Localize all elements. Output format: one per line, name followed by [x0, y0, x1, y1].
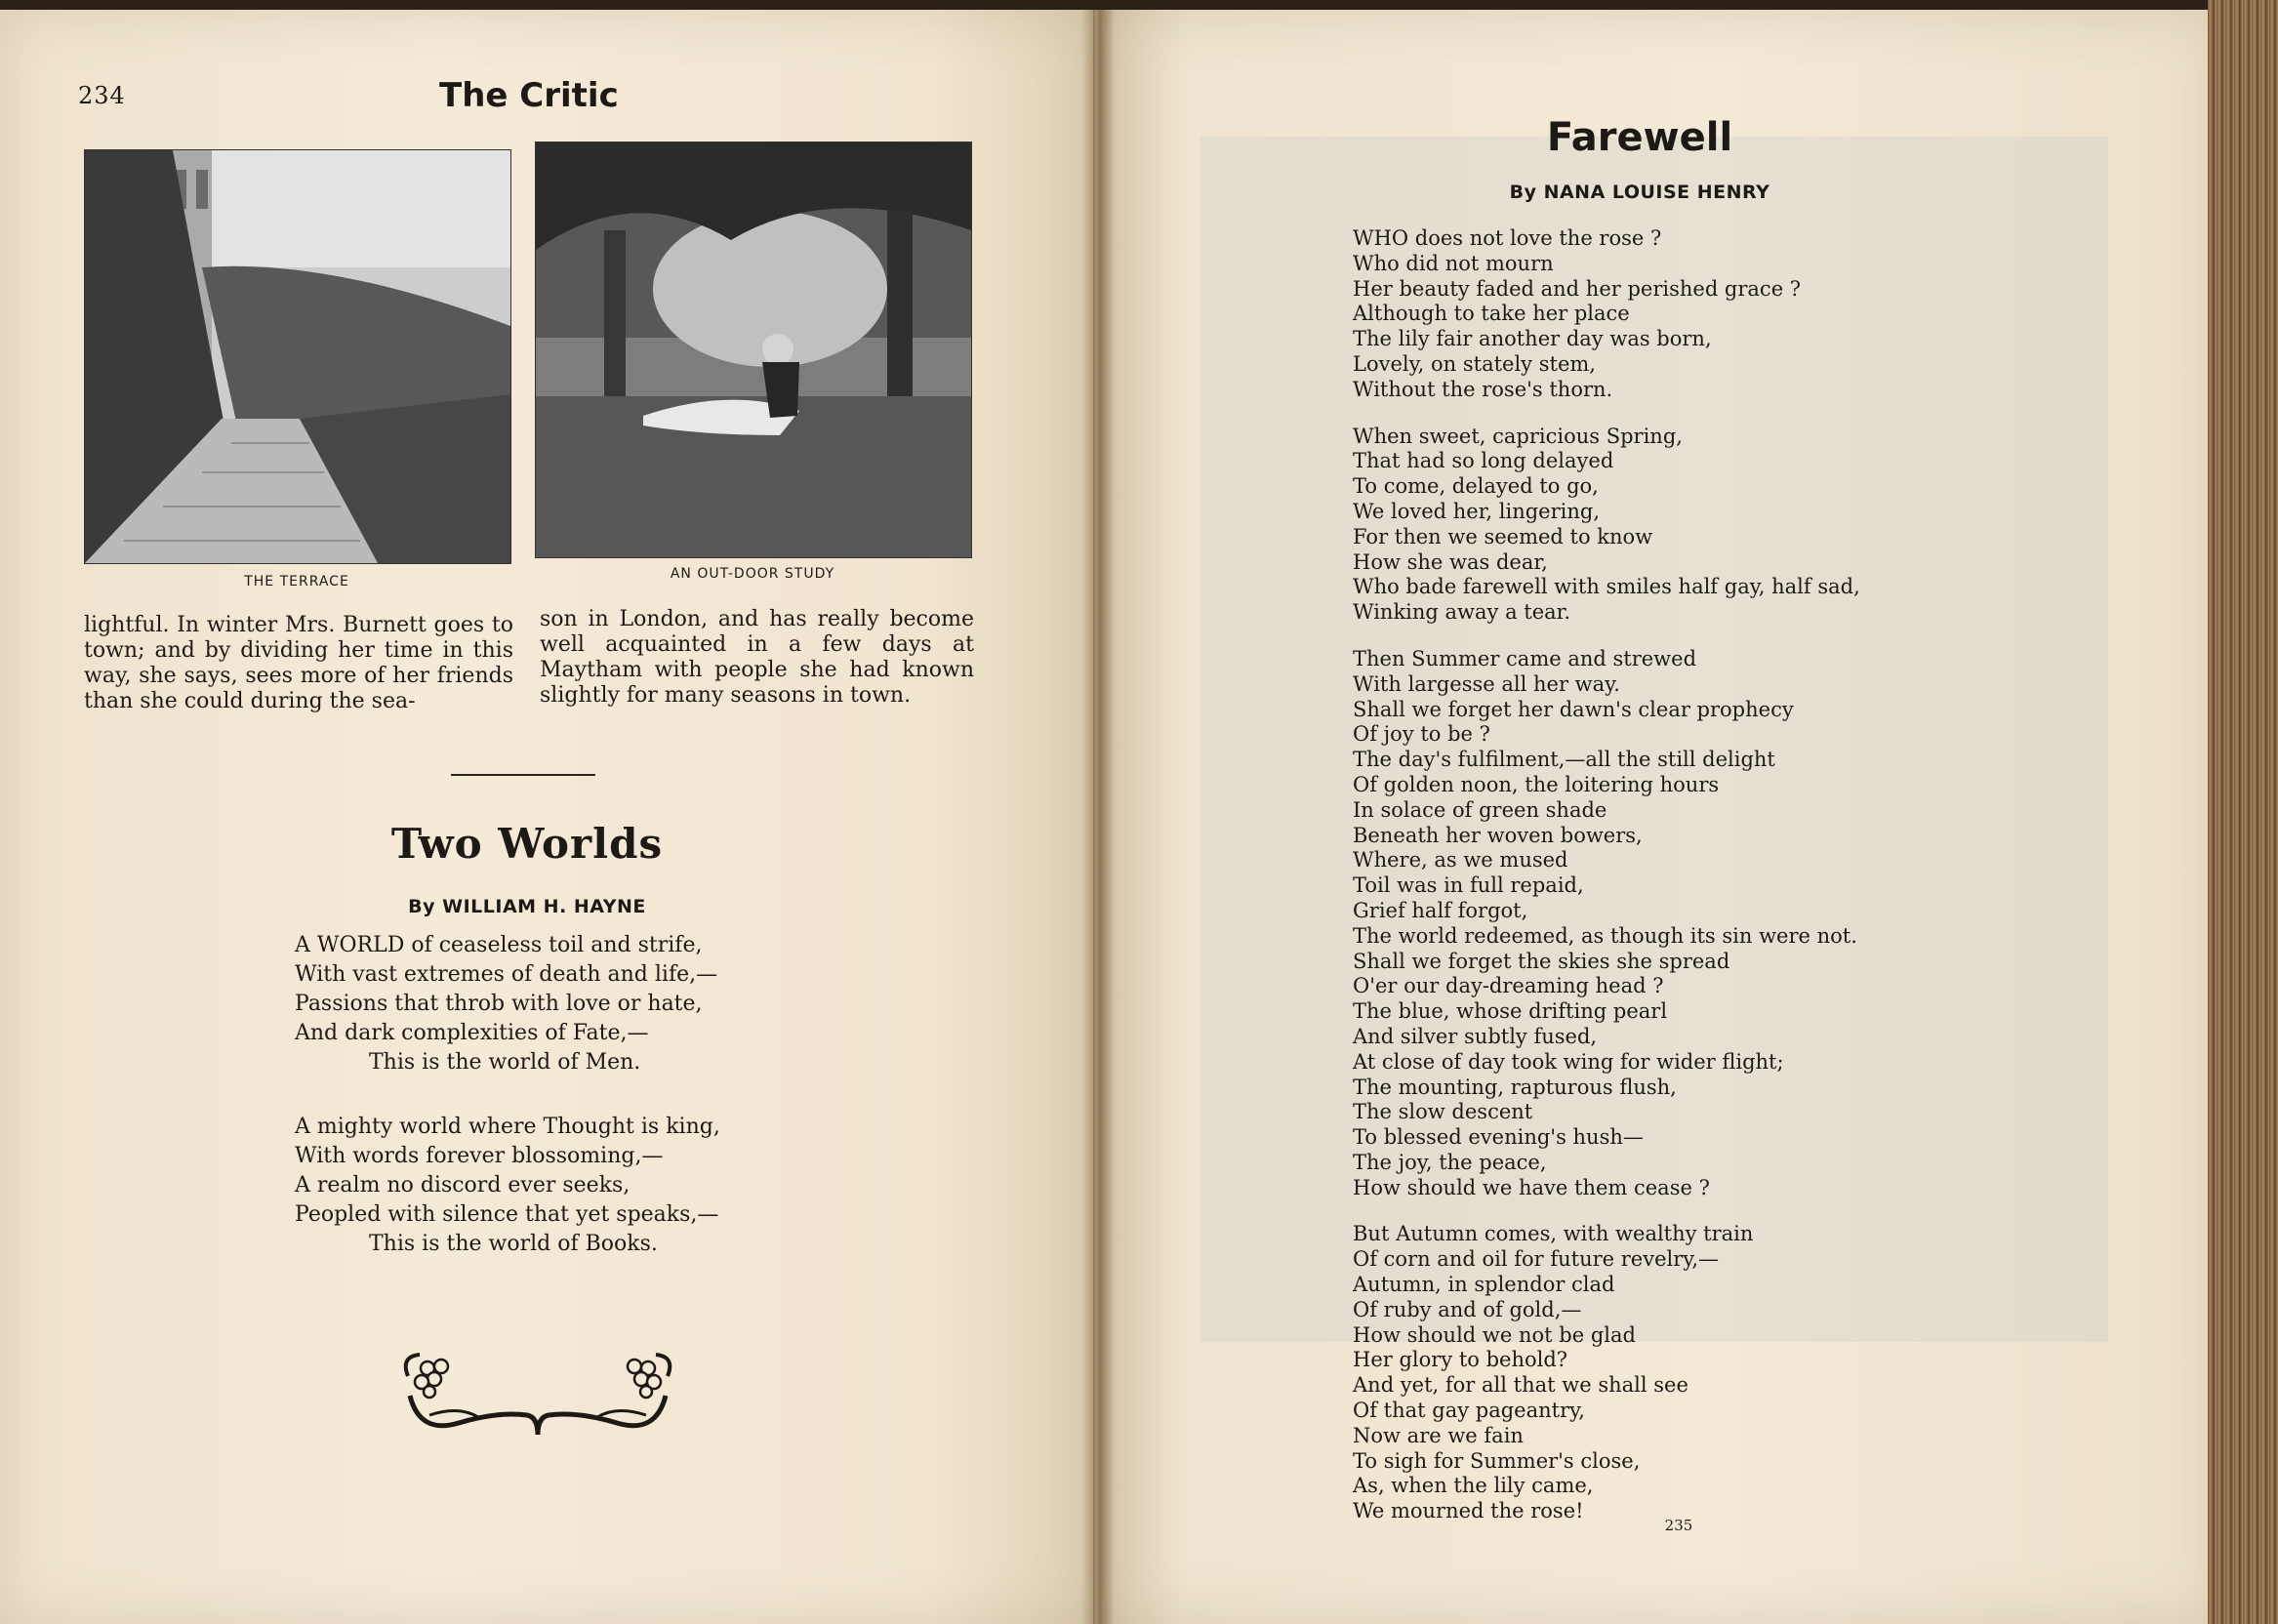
poem-line: Autumn, in splendor clad [1353, 1273, 1615, 1297]
poem-line: A realm no discord ever seeks, [295, 1173, 631, 1198]
poem-line: Now are we fain [1353, 1423, 1524, 1447]
poem-line: Although to take her place [1353, 302, 1630, 326]
poem-line: Where, as we mused [1353, 848, 1568, 873]
journal-title: The Critic [439, 76, 619, 115]
poem-line: With words forever blossoming,— [295, 1144, 664, 1168]
poem-line: We mourned the rose! [1353, 1499, 1584, 1523]
stanza-gap [1353, 403, 1860, 425]
poem-farewell [1353, 226, 1860, 1524]
poem-line: But Autumn comes, with wealthy train [1353, 1222, 1754, 1246]
stanza-gap [1353, 626, 1860, 647]
poem-line: How she was dear, [1353, 549, 1548, 574]
page-number-left: 234 [78, 82, 126, 109]
poem-line: To blessed evening's hush— [1353, 1125, 1644, 1150]
poem-line: And silver subtly fused, [1353, 1024, 1598, 1048]
terrace-caption: THE TERRACE [244, 574, 349, 589]
poem-line: The slow descent [1353, 1100, 1533, 1124]
byline-two-worlds: By WILLIAM H. HAYNE [408, 896, 646, 917]
poem-line: Who bade farewell with smiles half gay, half sad, [1353, 575, 1860, 599]
poem-title-farewell: Farewell [1546, 115, 1733, 160]
poem-line: And yet, for all that we shall see [1353, 1373, 1688, 1398]
poem-line: Of joy to be ? [1353, 722, 1490, 747]
poem-line: Beneath her woven bowers, [1353, 823, 1643, 847]
poem-line: The mounting, rapturous flush, [1353, 1075, 1677, 1099]
poem-line: Grief half forgot, [1353, 898, 1528, 922]
prose-column-2: son in London, and has really become well acquainted in a few days at Maytham with people she had known slightly for many seasons in town. [540, 607, 974, 708]
poem-line: WHO does not love the rose ? [1353, 226, 1662, 250]
poem-line: With largesse all her way. [1353, 671, 1620, 696]
poem-line: The lily fair another day was born, [1353, 327, 1712, 351]
poem-line: In solace of green shade [1353, 797, 1607, 822]
poem-line: Without the rose's thorn. [1353, 377, 1613, 401]
poem-line: The blue, whose drifting pearl [1353, 999, 1668, 1024]
poem-line: When sweet, capricious Spring, [1353, 424, 1683, 448]
poem-line: Of ruby and of gold,— [1353, 1297, 1582, 1321]
poem-line: Winking away a tear. [1353, 600, 1571, 625]
poem-line: Then Summer came and strewed [1353, 646, 1697, 670]
outdoor-study-photo [535, 142, 972, 558]
running-head [78, 76, 1015, 119]
section-divider [451, 774, 595, 776]
poem-line: As, when the lily came, [1353, 1474, 1594, 1498]
poem-line: That had so long delayed [1353, 449, 1614, 473]
book-gutter [1081, 10, 1115, 1624]
poem-line: And dark complexities of Fate,— [295, 1021, 649, 1045]
poem-line: A WORLD of ceaseless toil and strife, [295, 933, 703, 957]
poem-line: Of corn and oil for future revelry,— [1353, 1247, 1720, 1272]
poem-line: This is the world of Books. [369, 1232, 658, 1256]
poem-line: O'er our day-dreaming head ? [1353, 974, 1664, 998]
stanza-gap [295, 1077, 720, 1113]
prose-column-1: lightful. In winter Mrs. Burnett goes to town; and by dividing her time in this way, she says, sees more of her friends than she could during the sea- [84, 613, 513, 713]
poem-line: Peopled with silence that yet speaks,— [295, 1202, 719, 1227]
poem-line: Passions that throb with love or hate, [295, 992, 703, 1016]
poem-line: For then we seemed to know [1353, 524, 1653, 548]
poem-line: The joy, the peace, [1353, 1150, 1547, 1174]
poem-line: How should we have them cease ? [1353, 1175, 1710, 1199]
poem-title-two-worlds: Two Worlds [390, 820, 664, 868]
poem-line: At close of day took wing for wider flight; [1353, 1049, 1784, 1074]
page-number-right: 235 [1664, 1517, 1693, 1534]
poem-line: We loved her, lingering, [1353, 499, 1601, 523]
poem-line: Her glory to behold? [1353, 1348, 1568, 1372]
book-page-edges [2208, 0, 2278, 1624]
byline-farewell: By NANA LOUISE HENRY [1509, 182, 1770, 203]
poem-line: Lovely, on stately stem, [1353, 351, 1596, 376]
poem-line: Her beauty faded and her perished grace ? [1353, 276, 1802, 301]
poem-line: Who did not mourn [1353, 251, 1554, 275]
grape-vine-ornament-icon [400, 1347, 675, 1441]
poem-line: To sigh for Summer's close, [1353, 1448, 1641, 1473]
outdoor-study-caption: AN OUT-DOOR STUDY [670, 566, 835, 582]
poem-line: The world redeemed, as though its sin were not. [1353, 923, 1857, 948]
poem-line: A mighty world where Thought is king, [295, 1115, 720, 1139]
poem-two-worlds [295, 931, 720, 1259]
stanza-gap [1353, 1200, 1860, 1222]
poem-line: With vast extremes of death and life,— [295, 962, 718, 987]
terrace-photo [84, 149, 511, 564]
poem-line: Toil was in full repaid, [1353, 873, 1584, 898]
poem-line: Of that gay pageantry, [1353, 1399, 1585, 1423]
poem-line: How should we not be glad [1353, 1322, 1636, 1347]
poem-line: This is the world of Men. [369, 1050, 641, 1075]
poem-line: To come, delayed to go, [1353, 474, 1599, 499]
poem-line: The day's fulfilment,—all the still delight [1353, 748, 1775, 772]
poem-line: Shall we forget her dawn's clear prophecy [1353, 697, 1794, 721]
poem-line: Shall we forget the skies she spread [1353, 949, 1730, 973]
poem-line: Of golden noon, the loitering hours [1353, 772, 1720, 796]
